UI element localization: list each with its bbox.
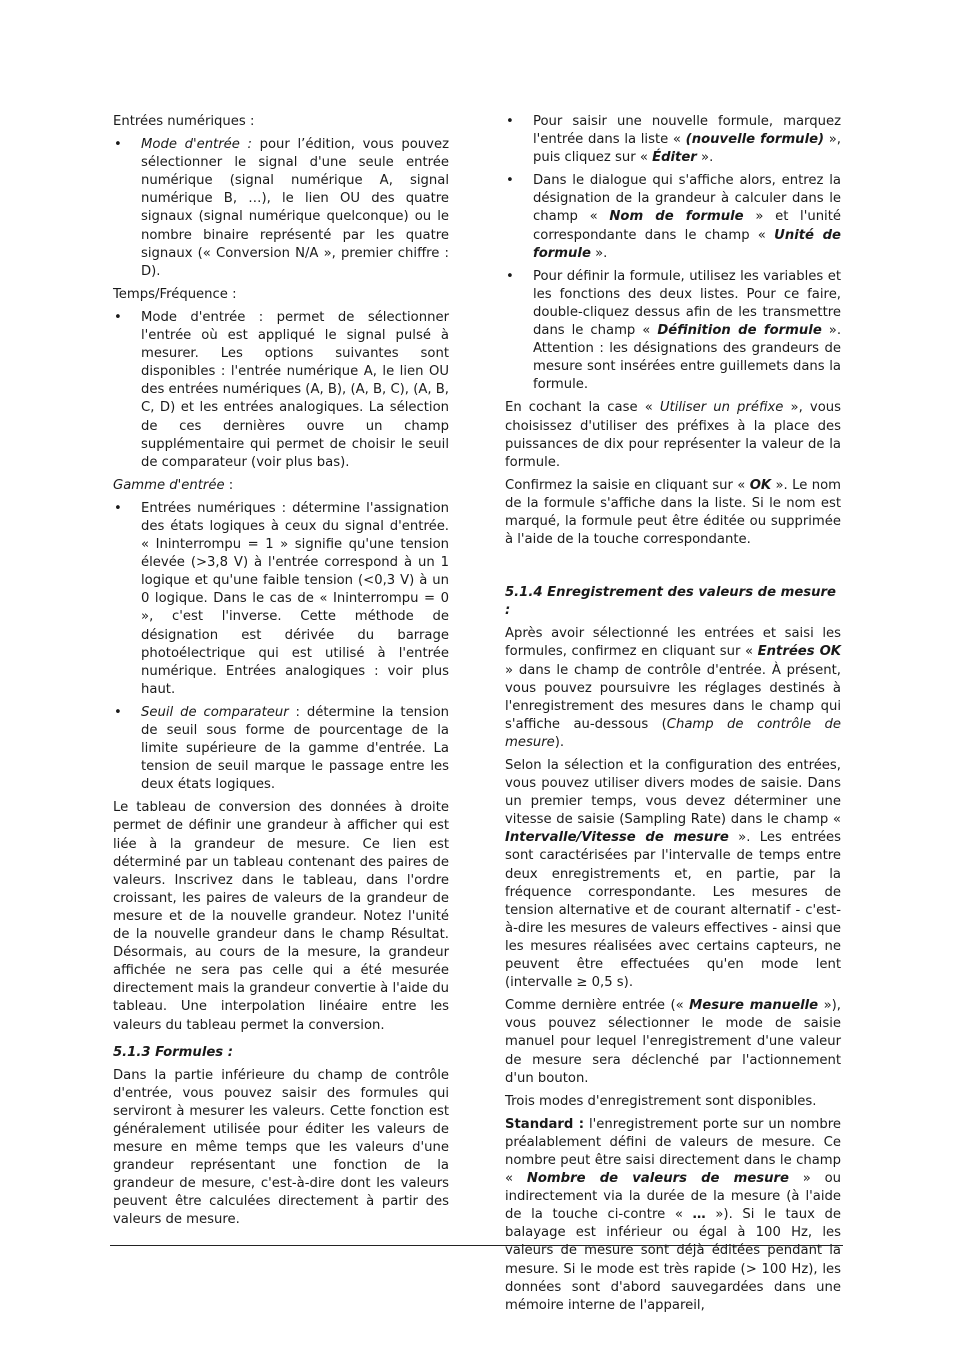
paragraph-input-range: Gamme d'entrée : (113, 477, 234, 493)
paragraph-formulas: Dans la partie inférieure du champ de contrôle d'entrée, vous pouvez saisir des formules qui serviront à mesurer les valeurs. Cette fonction est généralement utilisée pour éditer les valeurs de mesure en même temps que les valeurs d'une grandeur représentant une fonction de la grandeur de mesure, c'est-à-dire dont les valeurs peuvent être calculées directement à partir des valeurs de mesure. (113, 1067, 449, 1228)
section-heading-formulas: 5.1.3 Formules : (113, 1044, 233, 1060)
paragraph-time-frequency: Temps/Fréquence : (113, 286, 237, 302)
footer-rule (110, 1245, 843, 1246)
paragraph-sampling-rate: Selon la sélection et la configuration des entrées, vous pouvez utiliser divers modes de saisie. Dans un premier temps, vous devez déterminer une vitesse de saisie (Sampling Rate) dans le champ « Intervalle/Vitesse de mesure ». Les entrées sont caractérisées par l'intervalle de temps entre deux enregistrements et, en partie, par la fréquence correspondante. Les mesures de tension alternative et de courant alternatif - c'est-à-dire les mesures de valeurs effectives - ainsi que les mesures réalisées avec certains capteurs, ne peuvent être effectuées qu'en mode lent (intervalle ≥ 0,5 s). (505, 758, 841, 991)
paragraph-standard-mode: Standard : l'enregistrement porte sur un nombre préalablement défini de valeurs de mesure. Ce nombre peut être saisi directement dans le champ « Nombre de valeurs de mesure » ou indirectement via la durée de la mesure (à l'aide de la touche ci-contre « … »). Si le taux de balayage est inférieur ou égal à 100 Hz, les valeurs de mesure sont déjà éditées pendant la mesure. Si le mode est très rapide (> 100 Hz), les données sont d'abord sauvegardées dans une mémoire interne de l'appareil, (505, 1116, 842, 1313)
left-column (113, 113, 449, 1235)
paragraph-three-modes: Trois modes d'enregistrement sont disponibles. (505, 1093, 817, 1109)
paragraph-after-selection: Après avoir sélectionné les entrées et saisi les formules, confirmez en cliquant sur « Entrées OK » dans le champ de contrôle d'entrée. À présent, vous pouvez poursuivre les réglages destinés à l'enregistrement des mesures dans le champ qui s'affiche au-dessous (Champ de contrôle de mesure). (505, 626, 841, 750)
paragraph-prefix: En cochant la case « Utiliser un préfixe », vous choisissez d'utiliser des préfixes à la place des puissances de dix pour représenter la valeur de la formule. (505, 400, 841, 470)
bullet-item: • Dans le dialogue qui s'affiche alors, entrez la désignation de la grandeur à calculer dans le champ « Nom de formule » et l'unité correspondante dans le champ « Unité de formule ». (505, 172, 841, 262)
bullet-item: • Pour saisir une nouvelle formule, marquez l'entrée dans la liste « (nouvelle formule) », puis cliquez sur « Éditer ». (505, 113, 841, 167)
paragraph-confirm: Confirmez la saisie en cliquant sur « OK ». Le nom de la formule s'affiche dans la liste. Si le nom est marqué, la formule peut être éditée ou supprimée à l'aide de la touche correspondante. (505, 477, 841, 548)
bullet-item: • Mode d'entrée : permet de sélectionner l'entrée où est appliqué le signal pulsé à mesurer. Les options suivantes sont disponibles : l'entrée numérique A, le lien OU des entrées numériques (A, B), (A, B, C), (A, B, C, D) et les entrées analogiques. La sélection de ces dernières ouvre un champ supplémentaire qui permet de choisir le seuil de comparateur (voir plus bas). (113, 309, 449, 472)
paragraph-conversion-table: Le tableau de conversion des données à droite permet de définir une grandeur à afficher qui est liée à la grandeur de mesure. Ce lien est déterminé par un tableau contenant des paires de valeurs. Inscrivez dans le tableau, dans l'ordre croissant, les paires de valeurs de la grandeur de mesure et de la nouvelle grandeur. Notez l'unité de la nouvelle grandeur dans le champ Résultat. Désormais, au cours de la mesure, la grandeur affichée ne sera pas celle qui a été mesurée directement mais la grandeur convertie à l'aide du tableau. Une interpolation linéaire entre les valeurs du tableau permet la conversion. (113, 800, 449, 1033)
bullet-list-time-frequency (113, 309, 449, 472)
section-heading-recording: 5.1.4 Enregistrement des valeurs de mesure : (505, 585, 836, 619)
bullet-item: • Seuil de comparateur : détermine la tension de seuil sous forme de pourcentage de la limite supérieure de la gamme d'entrée. La tension de seuil marque le passage entre les deux états logiques. (113, 704, 449, 794)
bullet-item: • Pour définir la formule, utilisez les variables et les fonctions des deux listes. Pour ce faire, double-cliquez dessus afin de les transmettre dans le champ « Définition de formule ». Attention : les désignations des grandeurs de mesure sont insérées entre guillemets dans la formule. (505, 268, 841, 395)
paragraph-manual-measure: Comme dernière entrée (« Mesure manuelle »), vous pouvez sélectionner le mode de saisie manuel pour lequel l'enregistrement d'une valeur de mesure sera déclenché par l'actionnement d'un bouton. (505, 998, 841, 1086)
paragraph-digital-inputs: Entrées numériques : (113, 114, 255, 129)
bullet-list-input-mode (113, 136, 449, 281)
right-column (505, 113, 841, 1320)
bullet-item: • Entrées numériques : détermine l'assignation des états logiques à ceux du signal d'entrée. « Ininterrompu = 1 » signifie qu'une tension élevée (>3,8 V) à l'entrée correspond à un 1 logique et qu'une faible tension (<0,3 V) à un 0 logique. Dans le cas de « Ininterrompu = 0 », c'est l'inverse. Cette méthode de désignation est dérivée du barrage photoélectrique qui est utilisé à l'entrée numérique. Entrées analogiques : voir plus haut. (113, 500, 449, 699)
bullet-item: • Mode d'entrée : pour l’édition, vous pouvez sélectionner le signal d'une seule entrée numérique (signal numérique A, signal numérique B, …), le lien OU des quatre signaux (signal numérique quelconque) ou le nombre binaire représenté par les quatre signaux (« Conversion N/A », premier chiffre : D). (113, 136, 449, 281)
bullet-list-input-range (113, 500, 449, 795)
bullet-list-formula-steps (505, 113, 841, 394)
